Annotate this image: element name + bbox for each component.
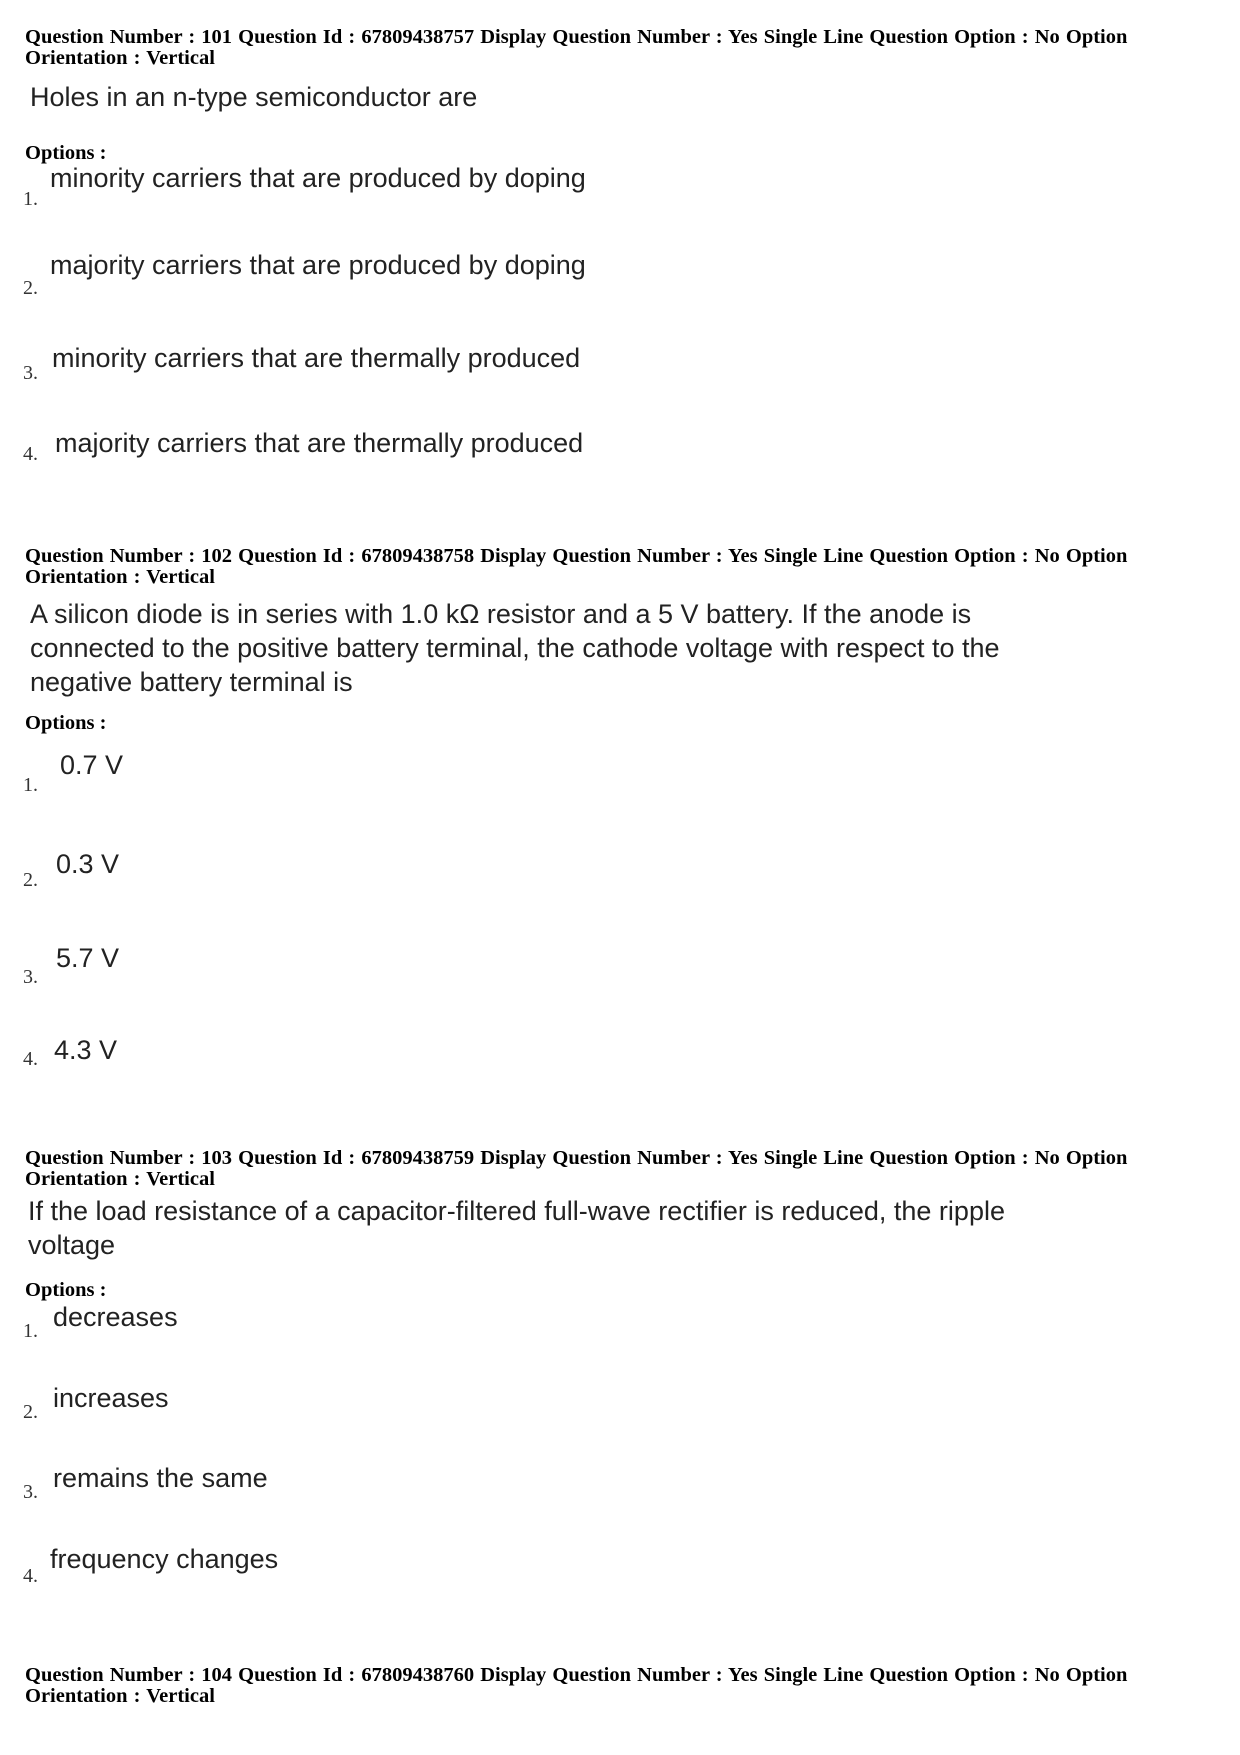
- question-meta-line: Orientation : Vertical: [25, 47, 215, 69]
- option-number: 4.: [23, 443, 38, 465]
- question-meta-line: Question Number : 104 Question Id : 67809438760 Display Question Number : Yes Single Line Question Option : No Option: [25, 1664, 1128, 1686]
- option-text[interactable]: 4.3 V: [54, 1035, 118, 1065]
- question-101-text: Holes in an n-type semiconductor are: [30, 82, 478, 112]
- question-text-line: connected to the positive battery terminal, the cathode voltage with respect to the: [30, 633, 1000, 663]
- option-number: 2.: [23, 277, 38, 299]
- question-meta-line: Question Number : 101 Question Id : 67809438757 Display Question Number : Yes Single Line Question Option : No Option: [25, 26, 1128, 48]
- option-text[interactable]: minority carriers that are produced by doping: [50, 163, 586, 193]
- option-number: 3.: [23, 362, 38, 384]
- question-meta-line: Question Number : 103 Question Id : 67809438759 Display Question Number : Yes Single Line Question Option : No Option: [25, 1147, 1128, 1169]
- question-text-line: voltage: [28, 1230, 116, 1260]
- option-text[interactable]: 0.7 V: [60, 750, 124, 780]
- option-number: 4.: [23, 1565, 38, 1587]
- options-label: Options :: [25, 1279, 107, 1301]
- question-meta-line: Orientation : Vertical: [25, 566, 215, 588]
- option-number: 2.: [23, 869, 38, 891]
- option-number: 1.: [23, 774, 38, 796]
- question-102-text: [30, 597, 1210, 699]
- option-number: 1.: [23, 1320, 38, 1342]
- question-text-line: If the load resistance of a capacitor-filtered full-wave rectifier is reduced, the ripple: [28, 1196, 1005, 1226]
- option-text[interactable]: remains the same: [53, 1463, 268, 1493]
- question-meta-line: Orientation : Vertical: [25, 1685, 215, 1707]
- question-101-meta: [25, 27, 1215, 69]
- option-text[interactable]: 5.7 V: [56, 943, 120, 973]
- option-number: 1.: [23, 188, 38, 210]
- option-text[interactable]: decreases: [53, 1302, 178, 1332]
- question-102-meta: [25, 546, 1215, 588]
- option-text[interactable]: majority carriers that are thermally produced: [55, 428, 584, 458]
- option-number: 3.: [23, 1481, 38, 1503]
- option-text[interactable]: frequency changes: [50, 1544, 279, 1574]
- question-meta-line: Orientation : Vertical: [25, 1168, 215, 1190]
- option-text[interactable]: 0.3 V: [56, 849, 120, 879]
- option-text[interactable]: majority carriers that are produced by doping: [50, 250, 586, 280]
- question-text-line: A silicon diode is in series with 1.0 kΩ resistor and a 5 V battery. If the anode is: [30, 599, 972, 629]
- option-number: 4.: [23, 1048, 38, 1070]
- option-number: 3.: [23, 966, 38, 988]
- option-text[interactable]: minority carriers that are thermally produced: [52, 343, 581, 373]
- question-text-line: negative battery terminal is: [30, 667, 353, 697]
- question-meta-line: Question Number : 102 Question Id : 67809438758 Display Question Number : Yes Single Line Question Option : No Option: [25, 545, 1128, 567]
- options-label: Options :: [25, 142, 107, 164]
- question-103-meta: [25, 1148, 1215, 1190]
- question-104-meta: [25, 1665, 1215, 1707]
- option-text[interactable]: increases: [53, 1383, 169, 1413]
- option-number: 2.: [23, 1401, 38, 1423]
- question-103-text: [28, 1194, 1208, 1262]
- options-label: Options :: [25, 712, 107, 734]
